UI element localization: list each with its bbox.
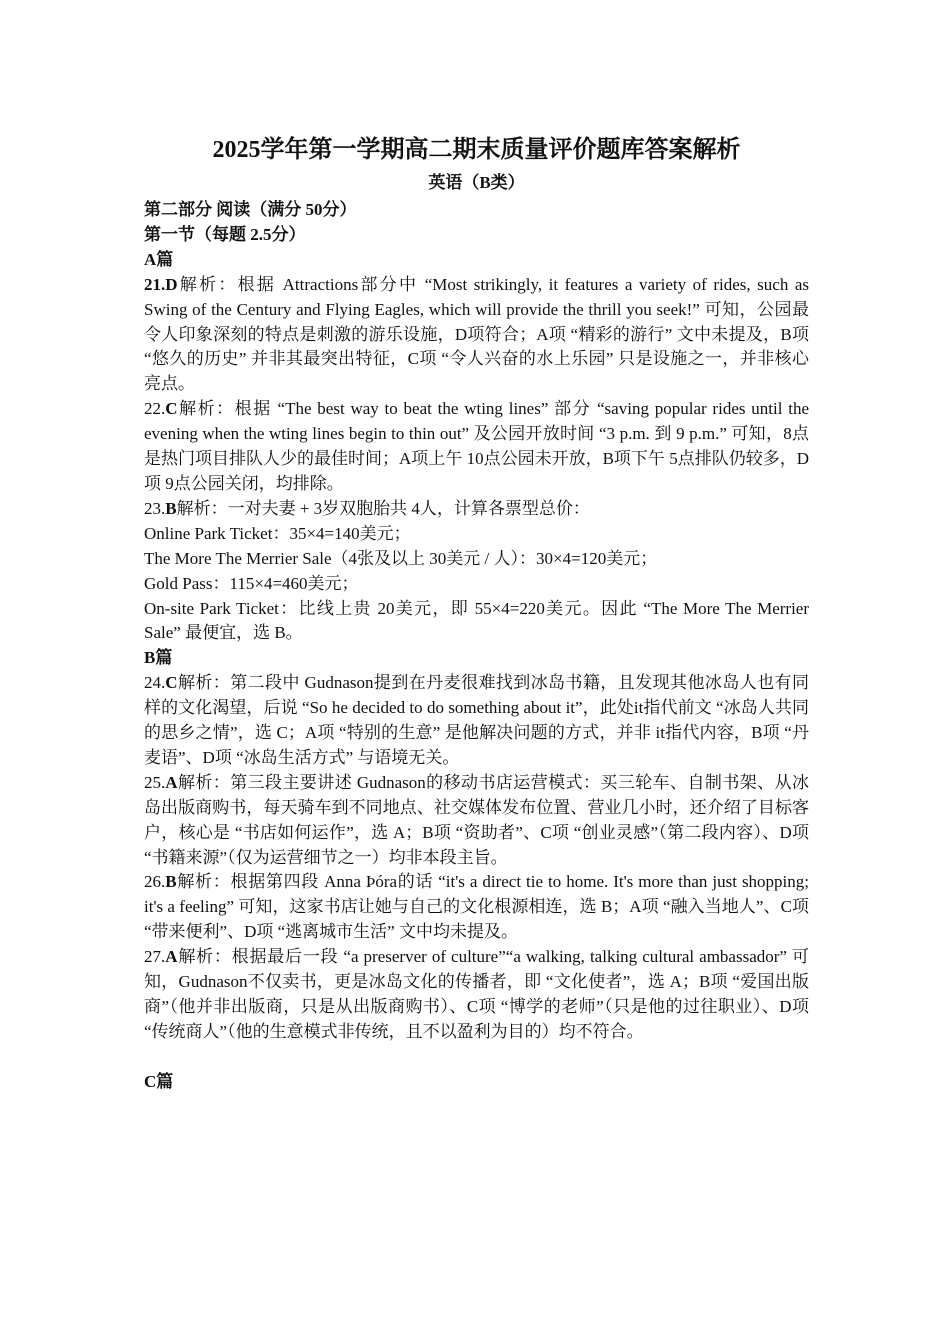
section-heading: 第一节（每题 2.5分） — [144, 224, 306, 244]
explanation-text: 解析：根据第四段 Anna Þóra的话 “it's a direct tie to home. It's more than just shopping; it's a feeling” 可知，这家书店让她与自己的文化根源相连，选 B；A项 “融入当地人”、C项 “带来便利”、D项 “逃离城市生活” 文中均未提及。 — [144, 872, 809, 942]
answer-letter: A — [165, 947, 178, 967]
answer-25 — [144, 771, 809, 871]
answer-letter: C — [165, 399, 178, 419]
calc-line-onsite: On-site Park Ticket：比线上贵 20美元，即 55×4=220美元。因此 “The More The Merrier Sale” 最便宜，选 B。 — [144, 598, 809, 643]
answer-27 — [144, 945, 809, 1045]
calc-line-gold: Gold Pass：115×4=460美元； — [144, 573, 359, 593]
answer-letter: C — [165, 673, 178, 693]
explanation-text: 解析：一对夫妻 + 3岁双胞胎共 4人，计算各票型总价： — [176, 498, 590, 518]
explanation-text: 解析：根据 Attractions部分中 “Most strikingly, it features a variety of rides, such as Swing of the Century and Flying Eagles, which will provide the thrill you seek!” 可知，公园最令人印象深刻的特点是刺激的游乐设施，D项符合；A项 “精彩的游行” 文中未提及，B项 “悠久的历史” 并非其最突出特征，C项 “令人兴奋的水上乐园” 只是设施之一，并非核心亮点。 — [144, 274, 809, 394]
question-number: 21. — [144, 274, 166, 294]
question-number: 26. — [144, 872, 166, 892]
question-number: 27. — [144, 947, 166, 967]
answer-26 — [144, 870, 809, 945]
explanation-text: 解析：根据 “The best way to beat the wting lines” 部分 “saving popular rides until the evening when the wting lines begin to thin out” 及公园开放时间 “3 p.m. 到 9 p.m.” 可知，8点是热门项目排队人少的最佳时间；A项上午 10点公园未开放，B项下午 5点排队仍较多，D项 9点公园关闭，均排除。 — [144, 399, 809, 493]
answer-letter: A — [165, 772, 178, 792]
answer-22 — [144, 397, 809, 497]
calc-line-online: Online Park Ticket：35×4=140美元； — [144, 523, 411, 543]
answer-21 — [144, 273, 809, 398]
explanation-text: 解析：第二段中 Gudnason提到在丹麦很难找到冰岛书籍，且发现其他冰岛人也有同样的文化渴望，后说 “So he decided to do something about it”，此处it指代前文 “冰岛人共同的思乡之情”，选 C；A项 “特别的生意” 是他解决问题的方式，并非 it指代内容，B项 “丹麦语”、D项 “冰岛生活方式” 与语境无关。 — [144, 673, 809, 767]
document-page — [144, 132, 809, 1095]
page-subtitle: 英语（B类） — [428, 173, 525, 192]
explanation-text: 解析：第三段主要讲述 Gudnason的移动书店运营模式：买三轮车、自制书架、从冰岛出版商购书，每天骑车到不同地点、社交媒体发布位置、营业几小时，还介绍了目标客户，核心是 “书店如何运作”，选 A；B项 “资助者”、C项 “创业灵感”（第二段内容）、D项 “书籍来源”（仅为运营细节之一）均非本段主旨。 — [144, 772, 809, 867]
passage-b-heading: B篇 — [144, 648, 173, 668]
question-number: 23. — [144, 498, 166, 518]
answer-letter: B — [165, 498, 177, 518]
passage-c-heading: C篇 — [144, 1071, 174, 1091]
blank-line — [144, 1045, 809, 1070]
passage-a-heading: A篇 — [144, 249, 174, 269]
answer-letter: B — [165, 872, 177, 892]
part-heading: 第二部分 阅读（满分 50分） — [144, 200, 357, 219]
explanation-text: 解析：根据最后一段 “a preserver of culture”“a walking, talking cultural ambassador” 可知，Gudnason不仅卖书，更是冰岛文化的传播者，即 “文化使者”，选 A；B项 “爱国出版商”（他并非出版商，只是从出版商购书）、C项 “博学的老师”（只是他的过往职业）、D项 “传统商人”（他的生意模式非传统，且不以盈利为目的）均不符合。 — [144, 947, 809, 1041]
question-number: 25. — [144, 772, 166, 792]
answer-letter: D — [165, 274, 178, 294]
page-title: 2025学年第一学期高二期末质量评价题库答案解析 — [212, 137, 741, 163]
calc-line-merrier: The More The Merrier Sale（4张及以上 30美元 / 人）：30×4=120美元； — [144, 548, 658, 568]
answer-24 — [144, 671, 809, 771]
question-number: 22. — [144, 399, 166, 419]
answer-23 — [144, 497, 809, 522]
question-number: 24. — [144, 673, 166, 693]
